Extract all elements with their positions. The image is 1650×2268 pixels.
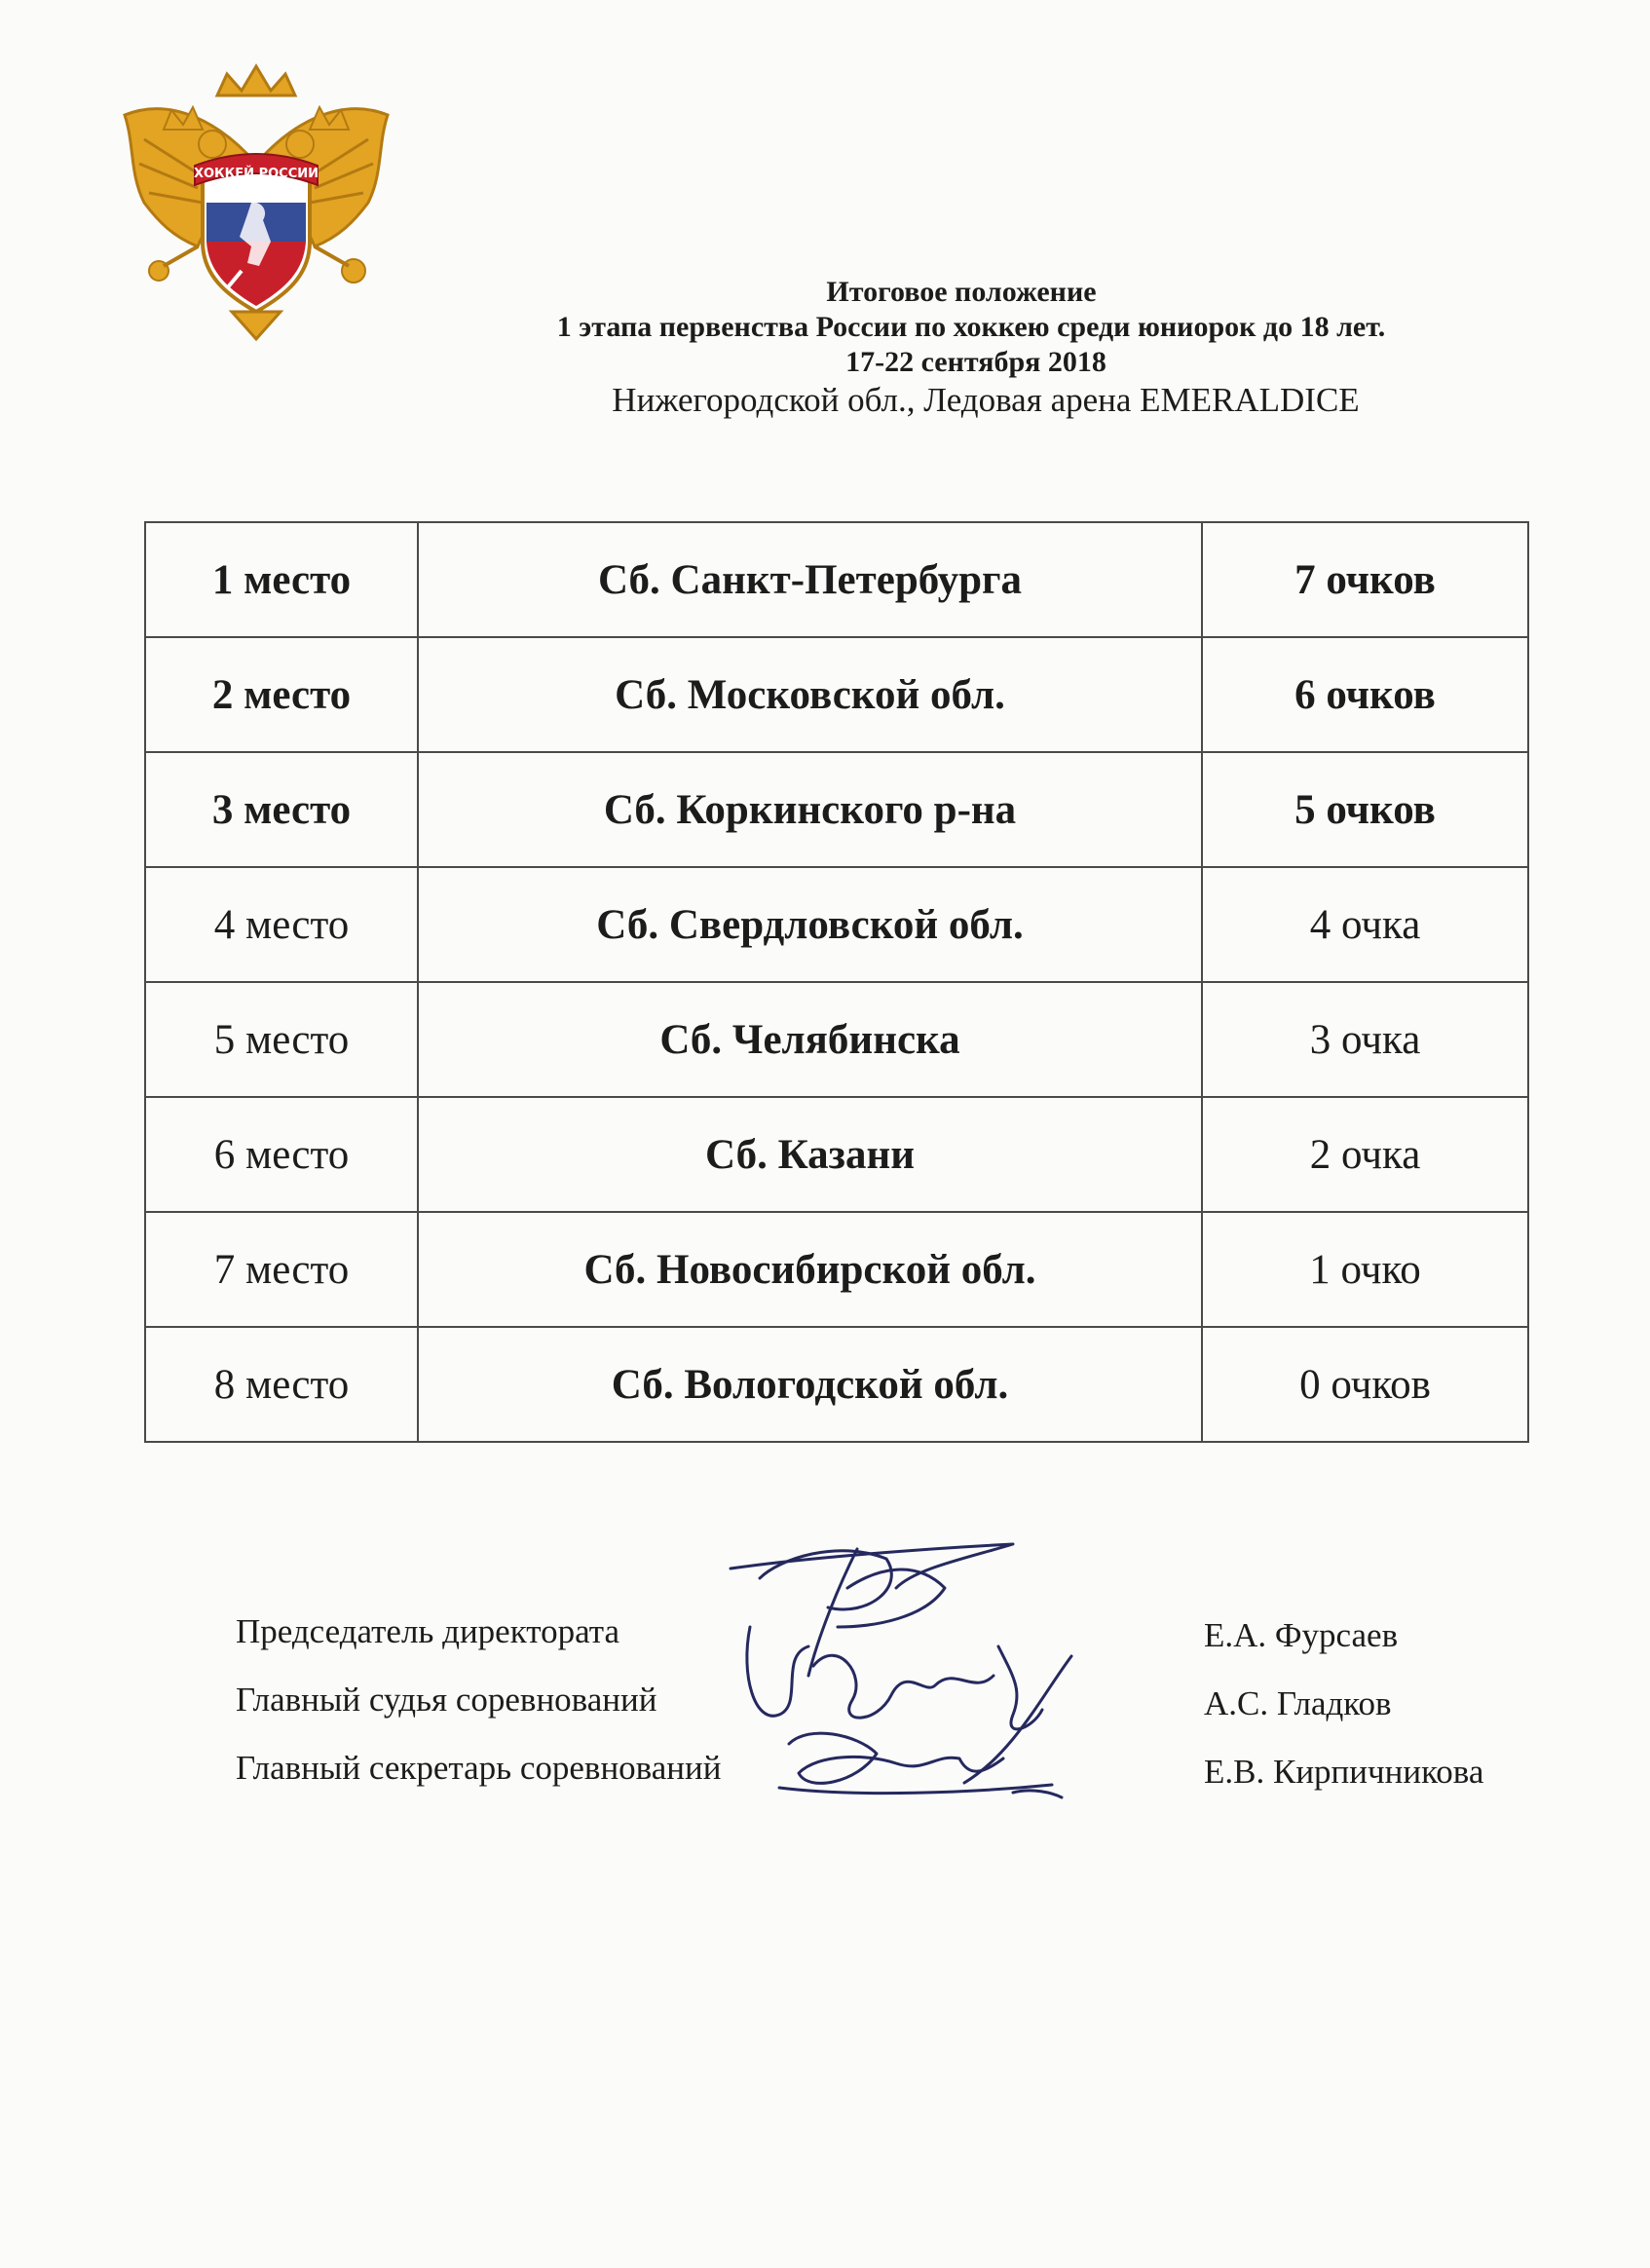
points-cell: 0 очков <box>1202 1327 1528 1442</box>
place-cell: 7 место <box>145 1212 418 1327</box>
title-line: Итоговое положение <box>826 276 1097 308</box>
subtitle-line: 1 этапа первенства России по хоккею среди юниорок до 18 лет. <box>556 311 1386 343</box>
place-cell: 2 место <box>145 637 418 752</box>
table-row <box>145 637 1528 752</box>
team-cell: Сб. Вологодской обл. <box>418 1327 1202 1442</box>
table-row <box>145 752 1528 867</box>
points-cell: 3 очка <box>1202 982 1528 1097</box>
table-row <box>145 867 1528 982</box>
dates-line: 17-22 сентября 2018 <box>845 346 1106 378</box>
place-cell: 1 место <box>145 522 418 637</box>
points-cell: 5 очков <box>1202 752 1528 867</box>
place-cell: 8 место <box>145 1327 418 1442</box>
name-chief-secretary: Е.В. Кирпичникова <box>1204 1753 1484 1791</box>
table-row <box>145 1327 1528 1442</box>
table-row <box>145 522 1528 637</box>
svg-text:ХОККЕЙ РОССИИ: ХОККЕЙ РОССИИ <box>193 167 319 181</box>
table-row <box>145 982 1528 1097</box>
place-cell: 5 место <box>145 982 418 1097</box>
place-cell: 4 место <box>145 867 418 982</box>
points-cell: 6 очков <box>1202 637 1528 752</box>
team-cell: Сб. Свердловской обл. <box>418 867 1202 982</box>
signature-roles <box>236 1598 721 1802</box>
role-chairman: Председатель директората <box>236 1612 619 1650</box>
table-row <box>145 1212 1528 1327</box>
team-cell: Сб. Новосибирской обл. <box>418 1212 1202 1327</box>
table-row <box>145 1097 1528 1212</box>
team-cell: Сб. Коркинского р-на <box>418 752 1202 867</box>
team-cell: Сб. Московской обл. <box>418 637 1202 752</box>
team-cell: Сб. Казани <box>418 1097 1202 1212</box>
handwritten-signatures <box>721 1530 1169 1851</box>
name-chief-judge: А.С. Гладков <box>1204 1684 1392 1722</box>
standings-table <box>144 521 1529 1443</box>
team-cell: Сб. Челябинска <box>418 982 1202 1097</box>
role-chief-secretary: Главный секретарь соревнований <box>236 1749 722 1787</box>
team-cell: Сб. Санкт-Петербурга <box>418 522 1202 637</box>
points-cell: 2 очка <box>1202 1097 1528 1212</box>
role-chief-judge: Главный судья соревнований <box>236 1681 657 1719</box>
points-cell: 7 очков <box>1202 522 1528 637</box>
place-cell: 6 место <box>145 1097 418 1212</box>
points-cell: 4 очка <box>1202 867 1528 982</box>
points-cell: 1 очко <box>1202 1212 1528 1327</box>
signature-names <box>1204 1602 1483 1806</box>
venue-line: Нижегородской обл., Ледовая арена EMERALDICE <box>612 381 1360 419</box>
name-chairman: Е.А. Фурсаев <box>1204 1616 1399 1654</box>
document-header <box>0 275 1650 421</box>
place-cell: 3 место <box>145 752 418 867</box>
